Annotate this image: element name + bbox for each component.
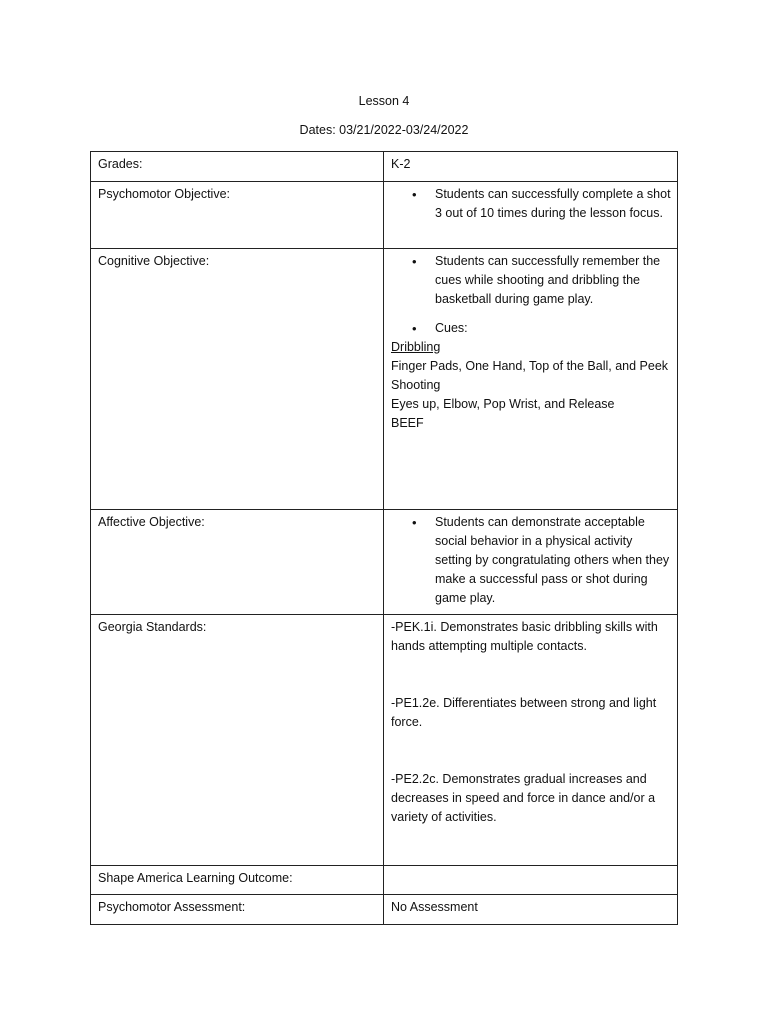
table-row-psychomotor-assessment <box>91 895 678 925</box>
shooting-heading: Shooting <box>391 378 441 392</box>
psychomotor-assessment-label: Psychomotor Assessment: <box>91 895 384 925</box>
cognitive-objective-bullet: • Students can successfully remember the cues while shooting and dribbling the basketball during game play. <box>391 252 671 309</box>
standard-text: Differentiates between strong and light force. <box>391 696 657 729</box>
psychomotor-assessment-value: No Assessment <box>384 895 678 925</box>
table-row-cognitive-objective <box>91 249 678 510</box>
lesson-title: Lesson 4 <box>358 94 410 108</box>
standard-item <box>391 694 671 732</box>
standard-code: -PE2.2c. <box>391 772 439 786</box>
standard-text: Demonstrates basic dribbling skills with hands attempting multiple contacts. <box>391 620 658 653</box>
psychomotor-objective-value <box>384 182 678 249</box>
standard-code: -PE1.2e. <box>391 696 440 710</box>
standard-item <box>391 770 671 827</box>
table-row-psychomotor-objective <box>91 182 678 249</box>
standard-text: Demonstrates gradual increases and decreases in speed and force in dance and/or a variety of activities. <box>391 772 656 824</box>
standard-code: -PEK.1i. <box>391 620 437 634</box>
shape-america-value <box>384 866 678 895</box>
affective-objective-label: Affective Objective: <box>91 510 384 615</box>
lesson-dates: Dates: 03/21/2022-03/24/2022 <box>299 123 469 137</box>
table-row-georgia-standards <box>91 615 678 866</box>
lesson-plan-table <box>90 151 678 925</box>
dribbling-cues: Finger Pads, One Hand, Top of the Ball, and Peek <box>391 359 669 373</box>
dribbling-heading: Dribbling <box>391 340 441 354</box>
georgia-standards-value <box>384 615 678 866</box>
affective-objective-value <box>384 510 678 615</box>
psychomotor-objective-label: Psychomotor Objective: <box>91 182 384 249</box>
cognitive-objective-label: Cognitive Objective: <box>91 249 384 510</box>
table-row-shape-america <box>91 866 678 895</box>
psychomotor-objective-bullet: • Students can successfully complete a shot 3 out of 10 times during the lesson focus. <box>391 185 671 223</box>
shape-america-label: Shape America Learning Outcome: <box>91 866 384 895</box>
beef-acronym: BEEF <box>391 416 424 430</box>
grades-value: K-2 <box>384 152 678 182</box>
georgia-standards-label: Georgia Standards: <box>91 615 384 866</box>
shooting-cues: Eyes up, Elbow, Pop Wrist, and Release <box>391 397 615 411</box>
affective-objective-bullet: • Students can demonstrate acceptable social behavior in a physical activity setting by congratulating others when they make a successful pass or shot during game play. <box>391 513 671 608</box>
table-row-affective-objective <box>91 510 678 615</box>
cognitive-objective-value <box>384 249 678 510</box>
table-row-grades <box>91 152 678 182</box>
grades-label: Grades: <box>91 152 384 182</box>
cues-bullet: • Cues: <box>391 319 671 338</box>
standard-item <box>391 618 671 656</box>
